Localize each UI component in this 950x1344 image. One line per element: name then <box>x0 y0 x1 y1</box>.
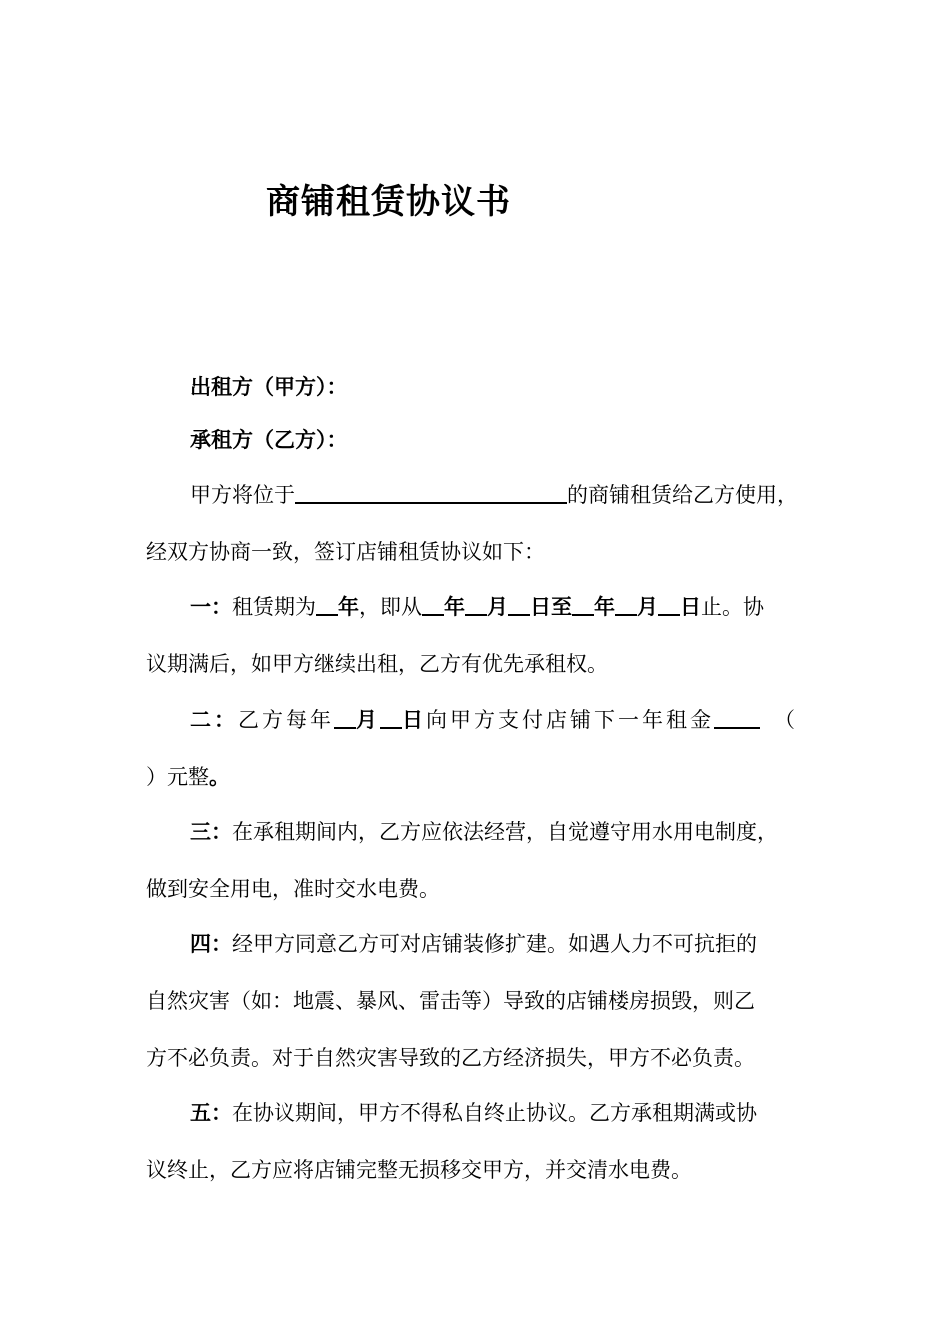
clause-2-text-2: 向甲方支付店铺下一年租金 <box>426 708 714 732</box>
clause-1-text-2: ，即从 <box>359 595 422 619</box>
lessee-label: 承租方（乙方）： <box>190 427 348 452</box>
clause-5-line-1 <box>190 1098 757 1128</box>
lessor-label: 出租方（甲方）： <box>190 374 348 399</box>
pay-month-blank[interactable] <box>334 705 356 729</box>
clause-1-text-1: 租赁期为 <box>232 595 316 619</box>
intro-text-1: 甲方将位于 <box>190 483 295 507</box>
intro-line-1 <box>190 480 798 510</box>
rent-amount-blank[interactable] <box>714 705 760 729</box>
clause-3-number: 三： <box>190 819 232 844</box>
clause-2-day: 日 <box>402 707 426 732</box>
address-blank[interactable] <box>295 480 567 504</box>
start-day-blank[interactable] <box>508 592 530 616</box>
clause-2-line-1 <box>190 705 798 735</box>
intro-line-2: 经双方协商一致，签订店铺租赁协议如下： <box>146 540 545 564</box>
clause-2-text-1: 乙方每年 <box>238 708 334 732</box>
clause-1-line-1 <box>190 592 764 622</box>
term-years-blank[interactable] <box>316 592 338 616</box>
clause-1-day-3: 日 <box>680 594 701 619</box>
clause-1-number: 一： <box>190 594 232 619</box>
intro-text-2: 的商铺租赁给乙方使用， <box>567 483 798 507</box>
clause-2-line-2a: ）元整 <box>146 765 209 789</box>
clause-5-number: 五： <box>190 1100 232 1125</box>
clause-4-line-1 <box>190 929 757 959</box>
start-year-blank[interactable] <box>422 592 444 616</box>
clause-1-year-3: 年 <box>594 594 615 619</box>
clause-1-year-2: 年 <box>444 594 465 619</box>
clause-2-number: 二： <box>190 707 238 732</box>
clause-1-day-2: 日至 <box>530 594 572 619</box>
clause-1-year-1: 年 <box>338 594 359 619</box>
end-day-blank[interactable] <box>658 592 680 616</box>
pay-day-blank[interactable] <box>380 705 402 729</box>
document-title: 商铺租赁协议书 <box>266 182 511 222</box>
clause-5-text-1: 在协议期间，甲方不得私自终止协议。乙方承租期满或协 <box>232 1101 757 1125</box>
clause-1-month-2: 月 <box>487 594 508 619</box>
clause-4-number: 四： <box>190 931 232 956</box>
clause-2-line-2b: 。 <box>209 764 230 789</box>
clause-4-text-1: 经甲方同意乙方可对店铺装修扩建。如遇人力不可抗拒的 <box>232 932 757 956</box>
clause-1-text-3: 止。协 <box>701 595 764 619</box>
clause-3-line-1 <box>190 817 778 847</box>
clause-4-line-2: 自然灾害（如：地震、暴风、雷击等）导致的店铺楼房损毁，则乙 <box>146 989 755 1013</box>
end-year-blank[interactable] <box>572 592 594 616</box>
clause-1-line-2: 议期满后，如甲方继续出租，乙方有优先承租权。 <box>146 652 608 676</box>
clause-4-line-3: 方不必负责。对于自然灾害导致的乙方经济损失，甲方不必负责。 <box>146 1046 755 1070</box>
clause-3-line-2: 做到安全用电，准时交水电费。 <box>146 877 440 901</box>
clause-2-text-3: （ <box>774 708 798 732</box>
clause-2-line-2 <box>146 762 230 792</box>
start-month-blank[interactable] <box>465 592 487 616</box>
clause-3-text-1: 在承租期间内，乙方应依法经营，自觉遵守用水用电制度， <box>232 820 778 844</box>
clause-5-line-2: 议终止，乙方应将店铺完整无损移交甲方，并交清水电费。 <box>146 1158 692 1182</box>
clause-2-month: 月 <box>356 707 380 732</box>
clause-1-month-3: 月 <box>637 594 658 619</box>
end-month-blank[interactable] <box>615 592 637 616</box>
